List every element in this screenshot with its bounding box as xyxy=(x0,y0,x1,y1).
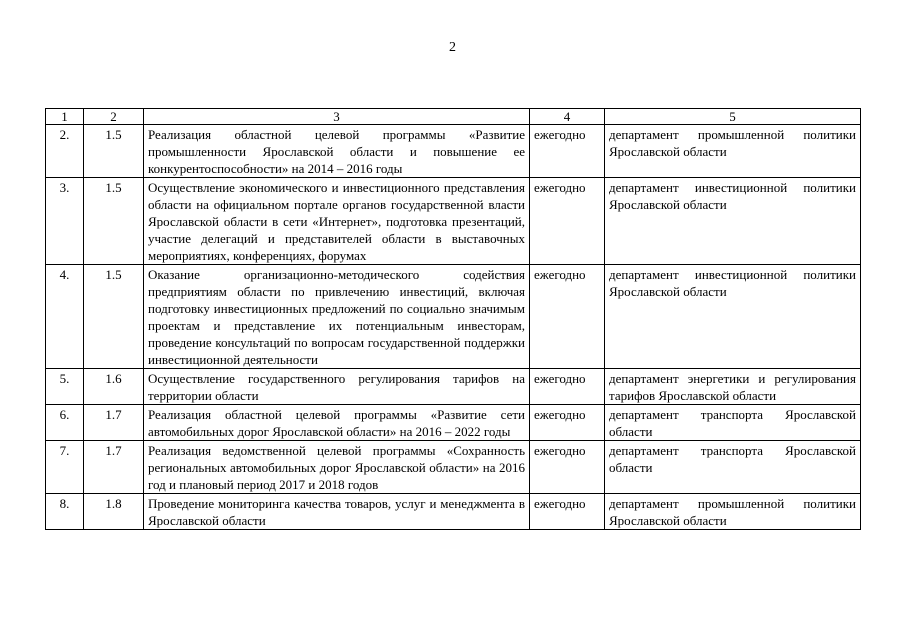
row-number: 5. xyxy=(46,369,84,405)
row-code: 1.8 xyxy=(84,494,144,530)
row-measure: Осуществление государственного регулирования тарифов на территории области xyxy=(144,369,530,405)
column-header-2: 2 xyxy=(84,109,144,125)
table-row xyxy=(46,441,861,494)
row-measure: Оказание организационно-методического содействия предприятиям области по привлечению инвестиций, включая подготовку инвестиционных предложений по социально значимым проектам и представление их потенциальным инвесторам, проведение консультаций по вопросам государственной поддержки инвестиционной деятельности xyxy=(144,265,530,369)
row-period: ежегодно xyxy=(530,125,605,178)
row-measure: Осуществление экономического и инвестиционного представления области на официальном портале органов государственной власти Ярославской области в сети «Интернет», подготовка презентаций, участие делегаций и представителей области в выставочных мероприятиях, конференциях, форумах xyxy=(144,178,530,265)
row-responsible: департамент энергетики и регулирования тарифов Ярославской области xyxy=(605,369,861,405)
row-number: 6. xyxy=(46,405,84,441)
row-period: ежегодно xyxy=(530,405,605,441)
row-number: 2. xyxy=(46,125,84,178)
table-header-row xyxy=(46,109,861,125)
table-row xyxy=(46,369,861,405)
row-responsible: департамент промышленной политики Ярославской области xyxy=(605,125,861,178)
row-period: ежегодно xyxy=(530,369,605,405)
table-row xyxy=(46,125,861,178)
table-row xyxy=(46,405,861,441)
row-code: 1.5 xyxy=(84,125,144,178)
column-header-3: 3 xyxy=(144,109,530,125)
row-number: 4. xyxy=(46,265,84,369)
row-code: 1.6 xyxy=(84,369,144,405)
row-responsible: департамент инвестиционной политики Ярославской области xyxy=(605,265,861,369)
row-code: 1.7 xyxy=(84,441,144,494)
row-measure: Проведение мониторинга качества товаров, услуг и менеджмента в Ярославской области xyxy=(144,494,530,530)
table-row xyxy=(46,265,861,369)
row-number: 7. xyxy=(46,441,84,494)
row-responsible: департамент транспорта Ярославской области xyxy=(605,441,861,494)
column-header-1: 1 xyxy=(46,109,84,125)
row-period: ежегодно xyxy=(530,494,605,530)
page-number: 2 xyxy=(449,40,456,55)
column-header-5: 5 xyxy=(605,109,861,125)
row-code: 1.5 xyxy=(84,265,144,369)
measures-table xyxy=(45,108,861,530)
table-row xyxy=(46,178,861,265)
row-code: 1.7 xyxy=(84,405,144,441)
row-responsible: департамент промышленной политики Ярославской области xyxy=(605,494,861,530)
row-measure: Реализация областной целевой программы «Развитие сети автомобильных дорог Ярославской области» на 2016 – 2022 годы xyxy=(144,405,530,441)
row-number: 8. xyxy=(46,494,84,530)
row-number: 3. xyxy=(46,178,84,265)
row-period: ежегодно xyxy=(530,441,605,494)
row-responsible: департамент инвестиционной политики Ярославской области xyxy=(605,178,861,265)
table-row xyxy=(46,494,861,530)
row-period: ежегодно xyxy=(530,178,605,265)
row-responsible: департамент транспорта Ярославской области xyxy=(605,405,861,441)
row-code: 1.5 xyxy=(84,178,144,265)
column-header-4: 4 xyxy=(530,109,605,125)
row-measure: Реализация ведомственной целевой программы «Сохранность региональных автомобильных дорог Ярославской области» на 2016 год и плановый период 2017 и 2018 годов xyxy=(144,441,530,494)
row-period: ежегодно xyxy=(530,265,605,369)
row-measure: Реализация областной целевой программы «Развитие промышленности Ярославской области и повышение ее конкурентоспособности» на 2014 – 2016 годы xyxy=(144,125,530,178)
